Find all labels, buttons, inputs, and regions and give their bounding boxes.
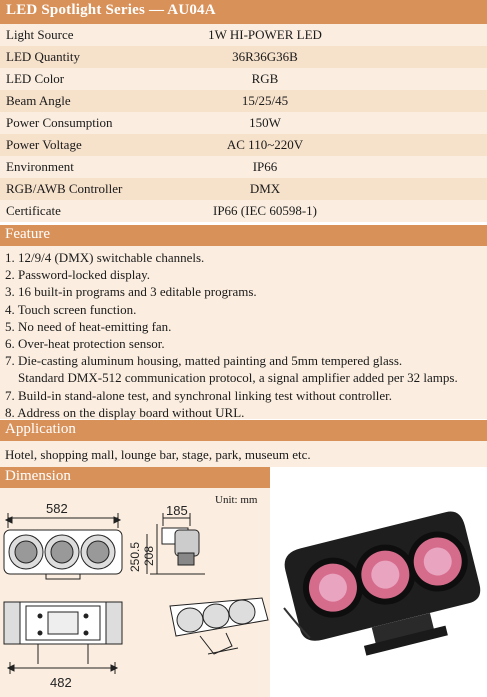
isometric-view-drawing	[170, 598, 268, 654]
spec-row	[0, 200, 487, 222]
list-item: 2. Password-locked display.	[5, 267, 151, 283]
list-item: 1. 12/9/4 (DMX) switchable channels.	[5, 250, 205, 265]
application-text-row	[0, 441, 487, 467]
dimension-drawings	[0, 488, 270, 697]
spec-label: Power Consumption	[6, 115, 113, 130]
feature-heading-bar	[0, 225, 487, 246]
spec-value: 1W HI-POWER LED	[208, 27, 322, 42]
dim-height-total: 250.5	[128, 541, 142, 572]
dim-width-base: 482	[50, 675, 72, 690]
unit-label: Unit: mm	[215, 494, 258, 506]
spec-label: Light Source	[6, 27, 74, 42]
list-item: 7. Die-casting aluminum housing, matted painting and 5mm tempered glass.	[5, 353, 403, 369]
spec-row	[0, 90, 487, 112]
title-bar	[0, 0, 487, 24]
list-item: Standard DMX-512 communication protocol, a signal amplifier added per 32 lamps.	[18, 370, 458, 386]
list-item: 3. 16 built-in programs and 3 editable programs.	[5, 284, 257, 300]
spec-label: RGB/AWB Controller	[6, 181, 123, 196]
list-item: 7. Build-in stand-alone test, and synchronal linking test without controller.	[5, 387, 393, 403]
dim-height-body: 208	[142, 545, 156, 566]
spec-value: IP66	[252, 159, 278, 174]
application-heading: Application	[5, 421, 76, 437]
page-title: LED Spotlight Series — AU04A	[6, 2, 216, 18]
spec-value: 36R36G36B	[232, 49, 298, 64]
spec-value: AC 110~220V	[226, 137, 304, 152]
spec-label: Environment	[6, 159, 74, 174]
spec-value: RGB	[251, 71, 279, 86]
spec-value: 150W	[249, 115, 281, 130]
spec-label: LED Color	[6, 71, 65, 86]
feature-heading: Feature	[5, 226, 50, 242]
spec-row	[0, 134, 487, 156]
list-item: 4. Touch screen function.	[5, 301, 137, 317]
spec-label: LED Quantity	[6, 49, 81, 64]
product-photo	[270, 488, 487, 697]
spec-value: IP66 (IEC 60598-1)	[213, 203, 317, 218]
spec-row	[0, 24, 487, 46]
list-item: 5. No need of heat-emitting fan.	[5, 318, 172, 334]
application-heading-bar	[0, 420, 487, 441]
list-item: 6. Over-heat protection sensor.	[5, 336, 165, 352]
spec-label: Power Voltage	[6, 137, 82, 152]
front-view-drawing	[4, 513, 122, 579]
dim-width-front: 582	[46, 501, 68, 516]
dimension-heading: Dimension	[5, 468, 71, 484]
spec-label: Certificate	[6, 203, 61, 218]
spec-row	[0, 46, 487, 68]
spec-value: DMX	[249, 181, 281, 196]
bottom-view-drawing	[4, 602, 122, 674]
dimension-panel	[0, 488, 270, 697]
dim-depth: 185	[166, 503, 188, 518]
spec-row	[0, 178, 487, 200]
spec-row	[0, 156, 487, 178]
spec-label: Beam Angle	[6, 93, 71, 108]
list-item: 8. Address on the display board without URL.	[5, 404, 245, 420]
spec-row	[0, 68, 487, 90]
spec-value: 15/25/45	[241, 93, 289, 108]
dimension-heading-bar	[0, 467, 270, 488]
spec-table	[0, 24, 487, 222]
application-text: Hotel, shopping mall, lounge bar, stage, park, museum etc.	[5, 447, 311, 462]
spec-row	[0, 112, 487, 134]
feature-list	[0, 246, 487, 419]
